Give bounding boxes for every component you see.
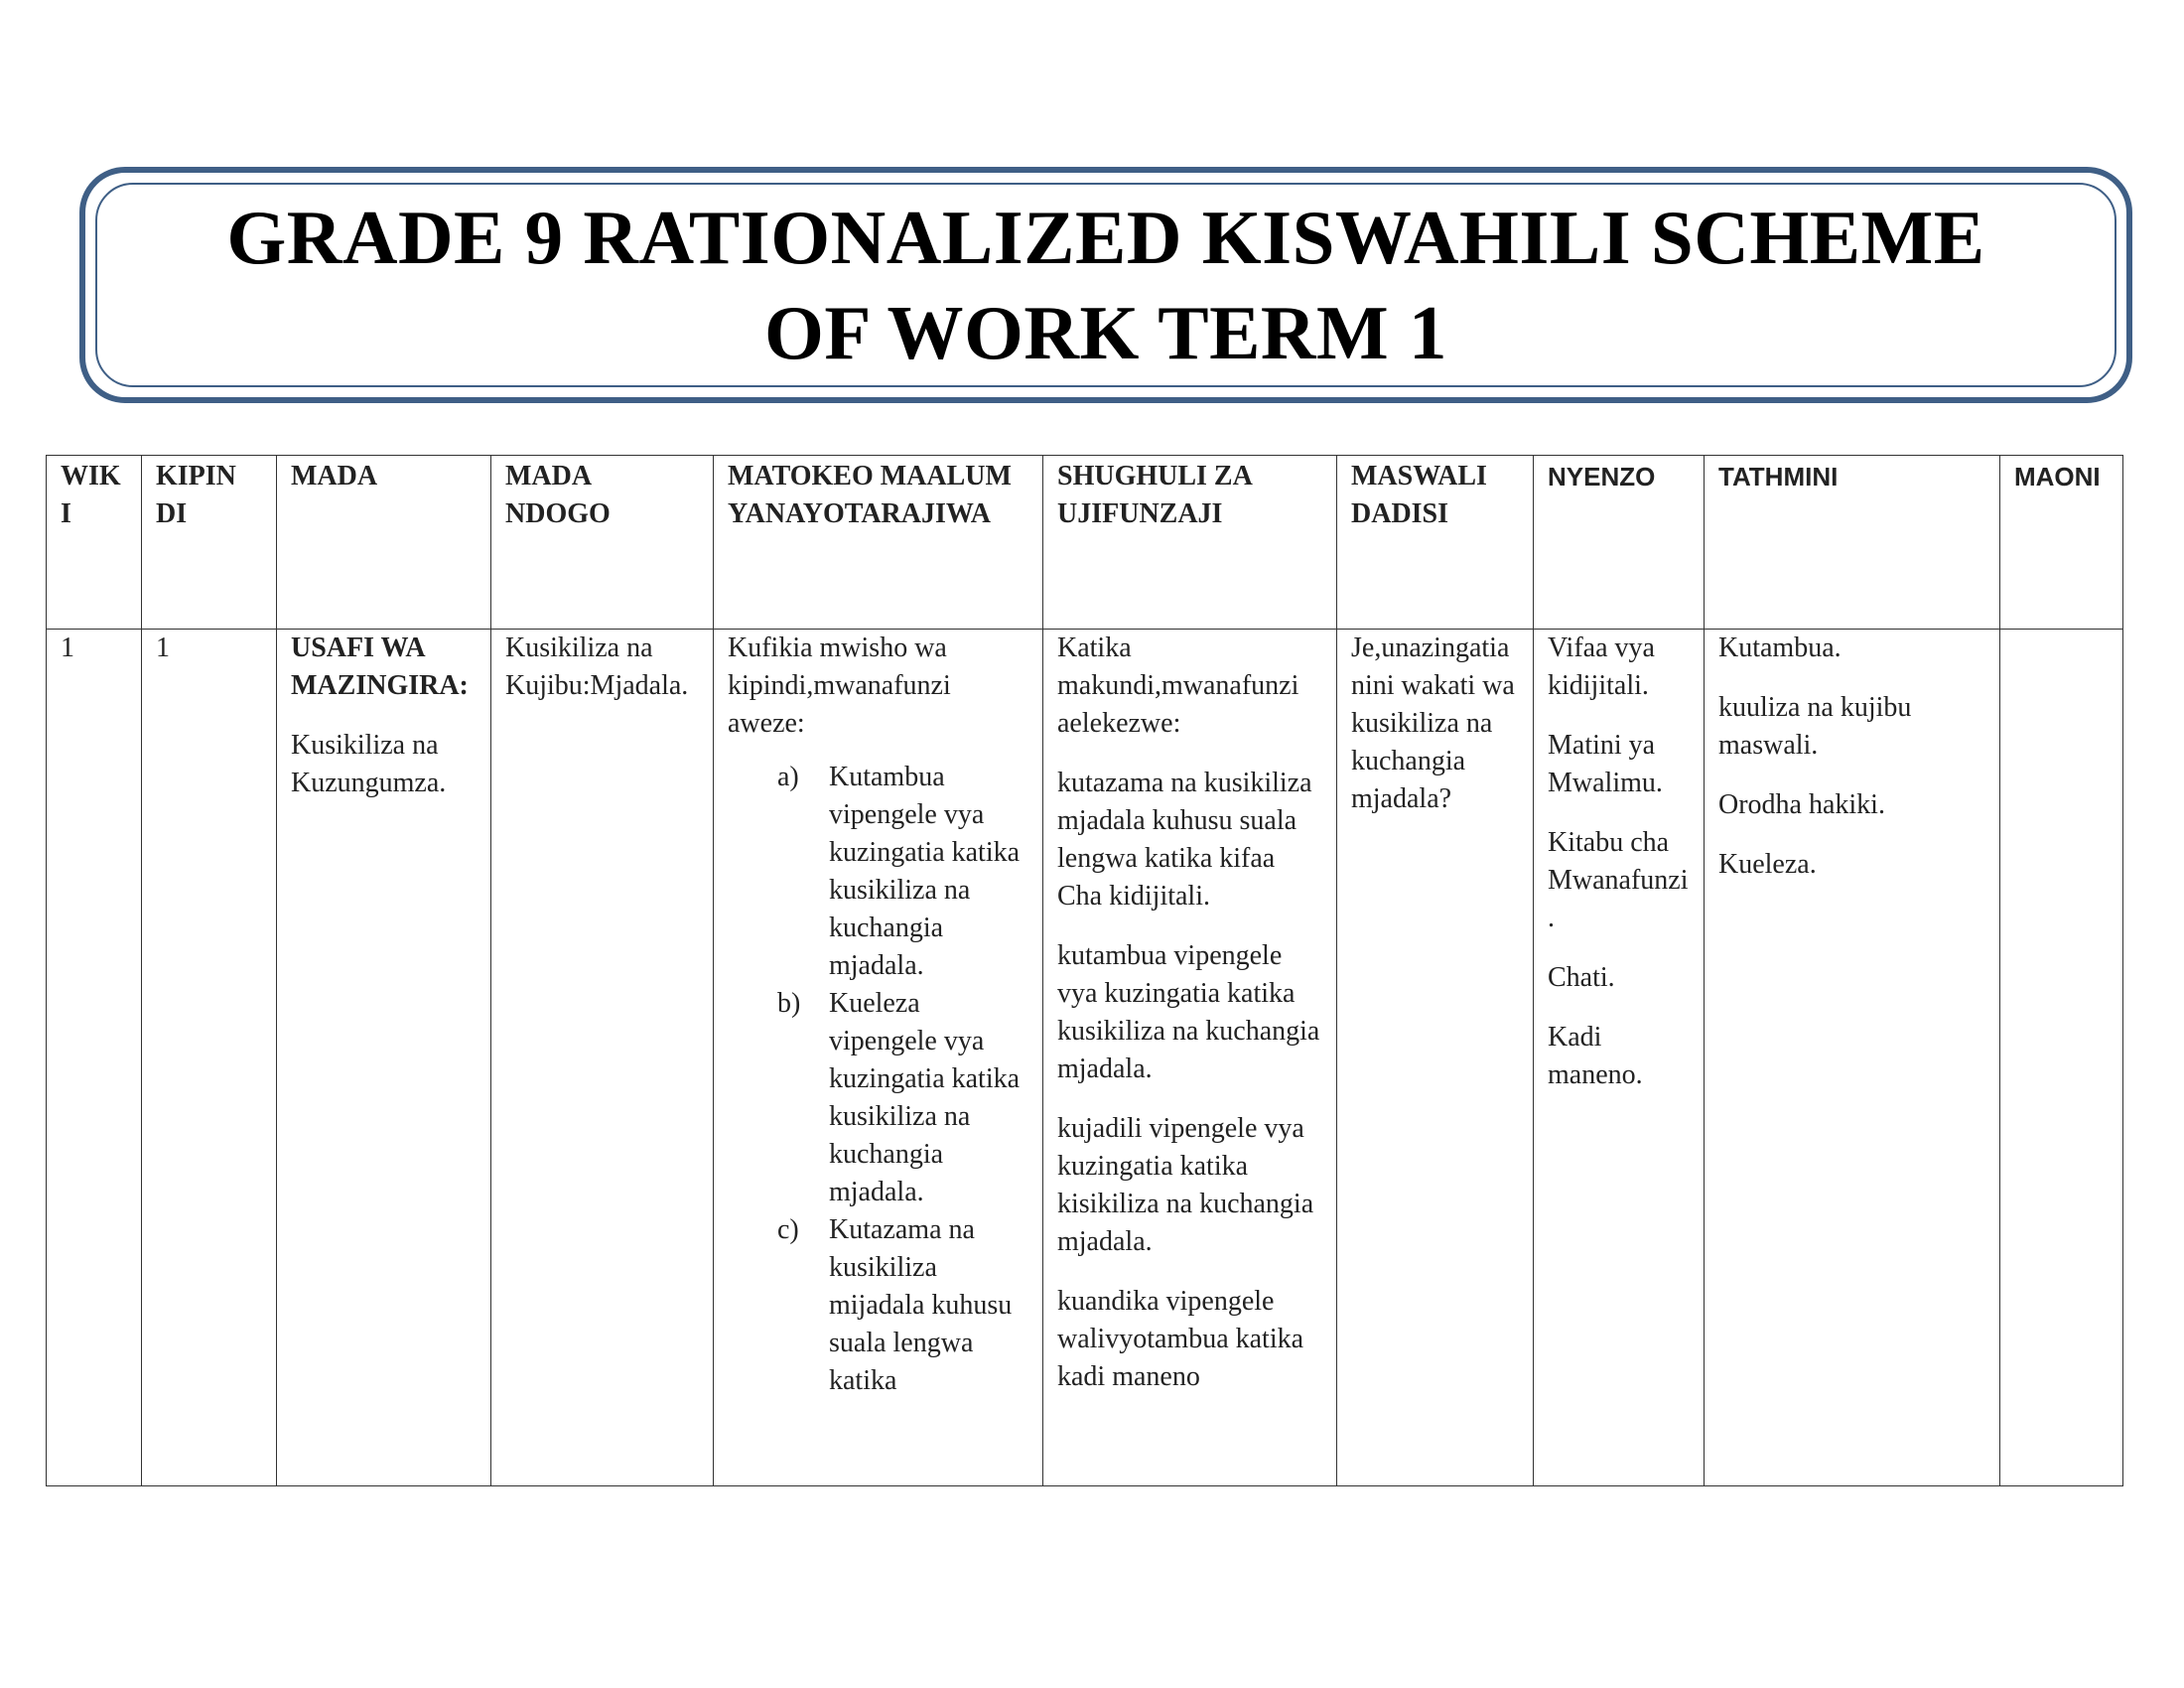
nyenzo-item: Kadi maneno. bbox=[1548, 1022, 1643, 1090]
shughuli-item: Katika makundi,mwanafunzi aelekezwe: bbox=[1057, 633, 1299, 739]
list-item bbox=[777, 985, 1028, 1211]
list-item-text: Kutambua vipengele vya kuzingatia katika kusikiliza na kuchangia mjadala. bbox=[829, 762, 1021, 981]
scheme-of-work-table bbox=[46, 455, 2123, 1486]
nyenzo-item: Chati. bbox=[1548, 962, 1615, 993]
title-line-2: OF WORK TERM 1 bbox=[764, 290, 1447, 375]
header-mada: MADA bbox=[277, 456, 491, 630]
header-mada-ndogo: MADA NDOGO bbox=[491, 456, 714, 630]
mada-title: USAFI WA MAZINGIRA: bbox=[291, 633, 469, 701]
cell-tathmini bbox=[1705, 630, 2000, 1486]
list-marker: b) bbox=[777, 988, 801, 1019]
document-title bbox=[226, 190, 1984, 380]
list-item bbox=[777, 1211, 1028, 1400]
tathmini-item: Kueleza. bbox=[1718, 849, 1817, 880]
header-nyenzo: NYENZO bbox=[1534, 456, 1705, 630]
nyenzo-item: Vifaa vya kidijitali. bbox=[1548, 633, 1655, 701]
table-row bbox=[47, 630, 2123, 1486]
cell-nyenzo bbox=[1534, 630, 1705, 1486]
shughuli-item: kutazama na kusikiliza mjadala kuhusu suala lengwa katika kifaa Cha kidijitali. bbox=[1057, 768, 1312, 912]
cell-kipindi: 1 bbox=[142, 630, 277, 1486]
matokeo-list bbox=[728, 759, 1028, 1400]
cell-shughuli bbox=[1043, 630, 1337, 1486]
list-marker: c) bbox=[777, 1214, 799, 1245]
nyenzo-item: Kitabu cha Mwanafunzi. bbox=[1548, 827, 1689, 933]
cell-wiki: 1 bbox=[47, 630, 142, 1486]
header-maoni: MAONI bbox=[2000, 456, 2123, 630]
cell-mada-ndogo: Kusikiliza na Kujibu:Mjadala. bbox=[491, 630, 714, 1486]
title-line-1: GRADE 9 RATIONALIZED KISWAHILI SCHEME bbox=[226, 195, 1985, 280]
cell-matokeo bbox=[714, 630, 1043, 1486]
header-shughuli: SHUGHULI ZA UJIFUNZAJI bbox=[1043, 456, 1337, 630]
matokeo-intro: Kufikia mwisho wa kipindi,mwanafunzi aweze: bbox=[728, 633, 951, 739]
list-item bbox=[777, 759, 1028, 985]
title-box bbox=[79, 167, 2132, 403]
list-item-text: Kueleza vipengele vya kuzingatia katika kusikiliza na kuchangia mjadala. bbox=[829, 988, 1021, 1207]
header-maswali: MASWALI DADISI bbox=[1337, 456, 1534, 630]
header-kipindi: KIPIN DI bbox=[142, 456, 277, 630]
header-tathmini: TATHMINI bbox=[1705, 456, 2000, 630]
tathmini-item: kuuliza na kujibu maswali. bbox=[1718, 692, 1912, 761]
cell-maoni bbox=[2000, 630, 2123, 1486]
shughuli-item: kutambua vipengele vya kuzingatia katika kusikiliza na kuchangia mjadala. bbox=[1057, 940, 1320, 1084]
shughuli-item: kuandika vipengele walivyotambua katika kadi maneno bbox=[1057, 1286, 1304, 1392]
title-inner-border bbox=[95, 183, 2116, 387]
mada-subtitle: Kusikiliza na Kuzungumza. bbox=[291, 730, 447, 798]
list-marker: a) bbox=[777, 762, 799, 792]
header-matokeo: MATOKEO MAALUM YANAYOTARAJIWA bbox=[714, 456, 1043, 630]
header-wiki: WIK I bbox=[47, 456, 142, 630]
shughuli-item: kujadili vipengele vya kuzingatia katika kisikiliza na kuchangia mjadala. bbox=[1057, 1113, 1314, 1257]
tathmini-item: Orodha hakiki. bbox=[1718, 789, 1885, 820]
cell-maswali: Je,unazingatia nini wakati wa kusikiliza na kuchangia mjadala? bbox=[1337, 630, 1534, 1486]
header-row bbox=[47, 456, 2123, 630]
tathmini-item: Kutambua. bbox=[1718, 633, 1842, 663]
list-item-text: Kutazama na kusikiliza mijadala kuhusu suala lengwa katika bbox=[829, 1214, 1013, 1396]
cell-mada bbox=[277, 630, 491, 1486]
nyenzo-item: Matini ya Mwalimu. bbox=[1548, 730, 1663, 798]
